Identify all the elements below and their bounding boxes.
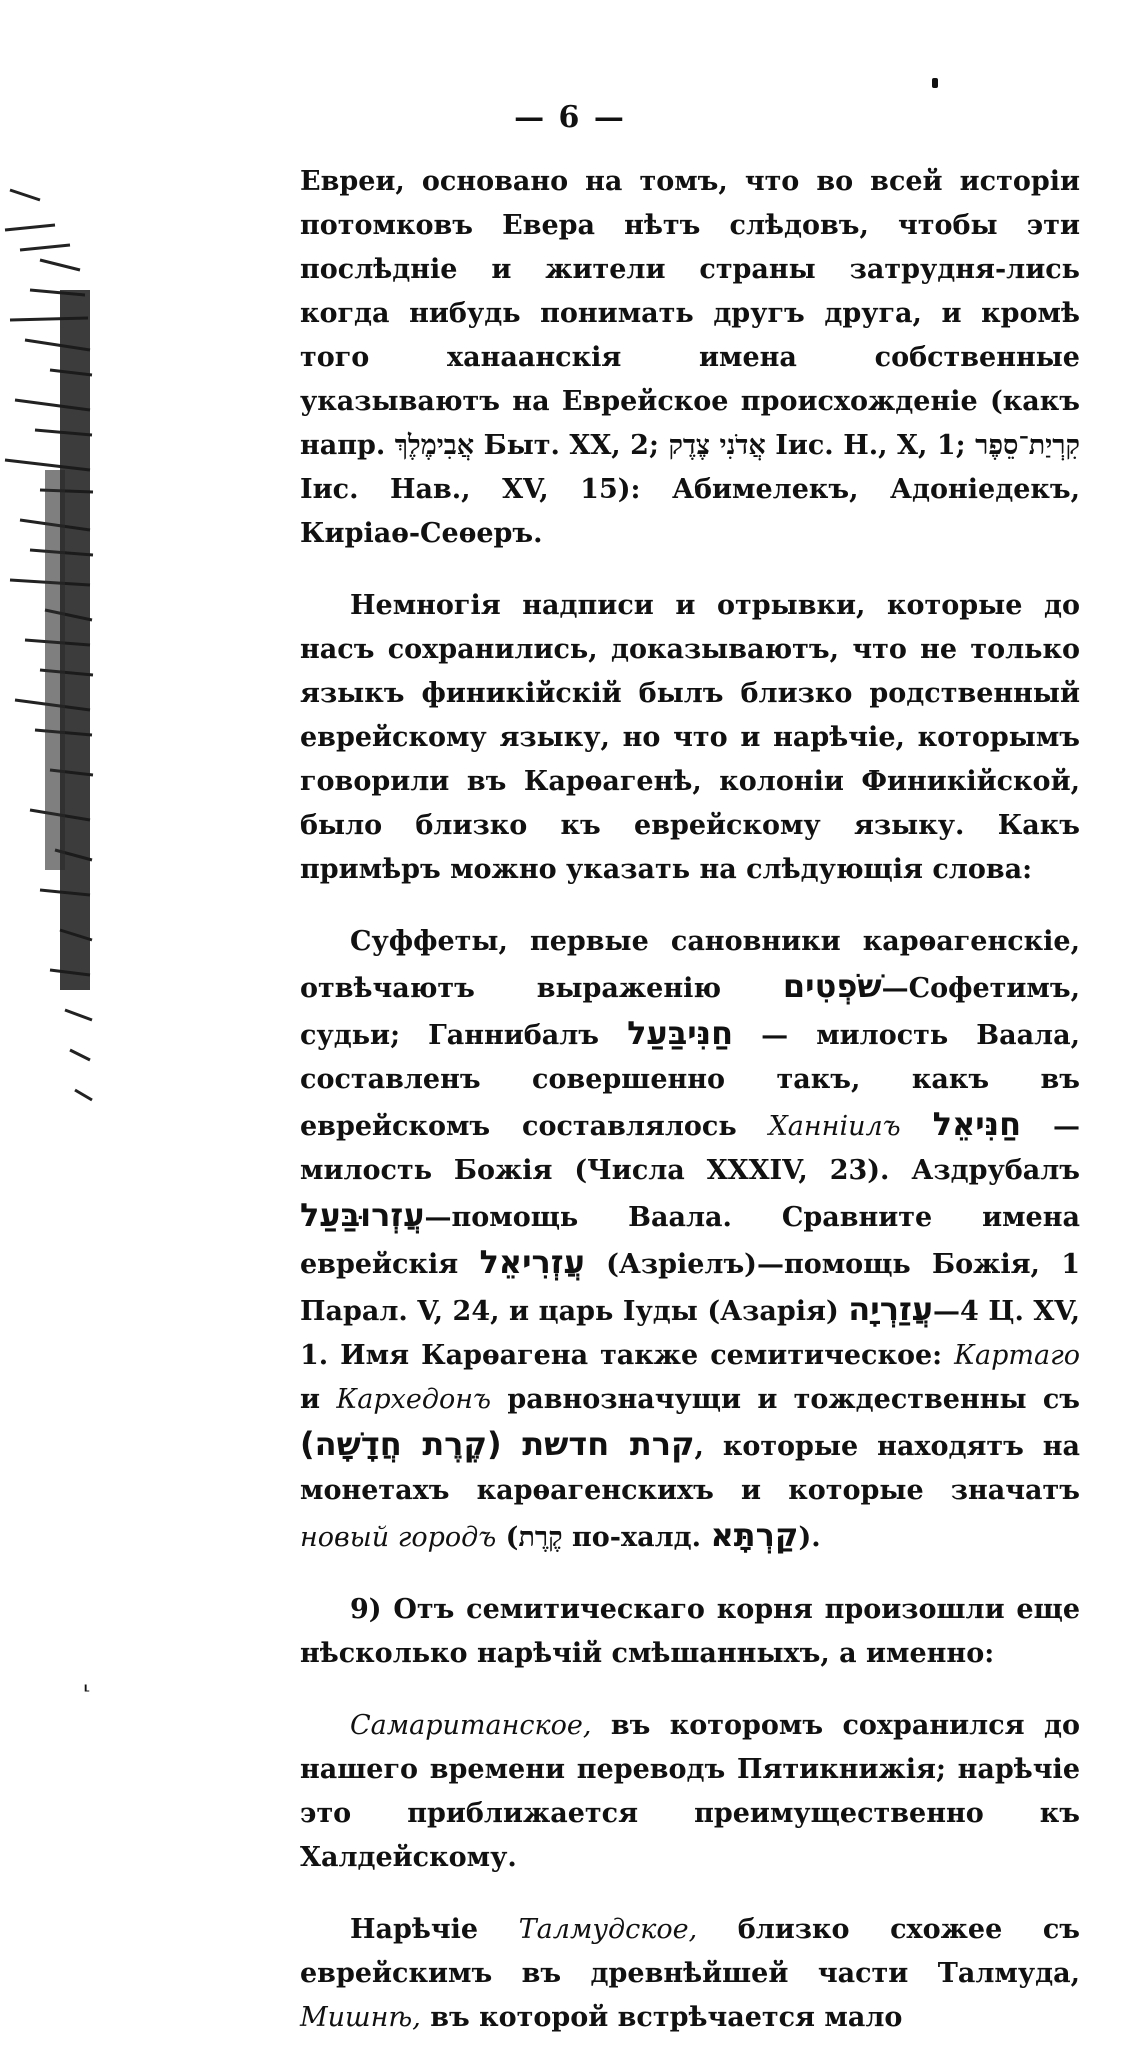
body-text: [300, 160, 1080, 2068]
italic-word: Мишнѣ,: [300, 2002, 421, 2033]
italic-word: Ханніилъ: [768, 1111, 901, 1142]
hebrew-word: חַנִּיבַּעַל: [627, 1014, 734, 1052]
italic-word: новый городъ: [300, 1522, 497, 1553]
paragraph-6: [300, 1908, 1080, 2040]
hebrew-word: עֲזְרוּבַּעַל: [300, 1196, 425, 1234]
hebrew-word: חַנִּיאֵל: [932, 1105, 1022, 1143]
italic-word: Самаританское,: [350, 1710, 592, 1741]
text-span: въ которой встрѣчается мало: [430, 2002, 903, 2033]
paragraph-3: [300, 920, 1080, 1560]
paragraph-2: Немногія надписи и отрывки, которые до насъ сохранились, доказываютъ, что не только языкъ финикійскій былъ близко родственный еврейскому языку, но что и нарѣчіе, которымъ говорили въ Карѳагенѣ, колоніи Финикійской, было близко къ еврейскому языку. Какъ примѣръ можно указать на слѣдующія слова:: [300, 590, 1080, 885]
italic-word: Кархедонъ: [336, 1384, 491, 1415]
paragraph-5: [300, 1704, 1080, 1880]
ink-mark: [932, 78, 938, 88]
footer-mark: ⸤: [83, 1670, 91, 1694]
paragraph-4: 9) Отъ семитическаго корня произошли еще нѣсколько нарѣчій смѣшанныхъ, а именно:: [300, 1594, 1080, 1669]
text-span: Нарѣчіе: [350, 1914, 479, 1945]
text-span: близко схожее съ еврейскимъ въ древнѣйшей части Талмуда,: [300, 1914, 1080, 1989]
text-span: и: [300, 1384, 321, 1415]
text-span: равнозначущи и тождественны съ: [507, 1384, 1081, 1415]
text-span: (קֶרֶת по-халд.: [505, 1522, 702, 1553]
text-span: — милость Ваала, составленъ совершенно такъ, какъ въ еврейскомъ составлялось: [300, 1020, 1080, 1142]
page-number: — 6 —: [514, 100, 626, 135]
italic-word: Талмудское,: [518, 1914, 698, 1945]
text-span: —Софетимъ, судьи; Ганнибалъ: [300, 973, 1080, 1051]
text-span: (Азріелъ)—помощь Божія, 1 Парал. V, 24, и царь Іуды (Азарія): [300, 1249, 1080, 1327]
hebrew-word: קַרְתָּא: [710, 1516, 799, 1554]
text-span: въ которомъ сохранился до нашего времени переводъ Пятикнижія; нарѣчіе это приближается преимущественно къ Халдейскому.: [300, 1710, 1080, 1873]
text-span: —помощь Ваала. Сравните имена еврейскія: [300, 1202, 1080, 1280]
text-span: —4 Ц. XV, 1. Имя Карѳагена также семитическое:: [300, 1296, 1080, 1371]
margin-scan-artifact: [0, 170, 95, 1170]
text-span: , которые находятъ на монетахъ карѳагенскихъ и которые значатъ: [300, 1431, 1080, 1506]
hebrew-word: עֲזַרְיָה: [848, 1290, 934, 1328]
text-span: Суффеты, первые сановники карѳагенскіе, отвѣчаютъ выраженію: [300, 926, 1080, 1004]
text-span: ).: [798, 1522, 821, 1553]
hebrew-word: עֲזְרִיאֵל: [479, 1243, 585, 1281]
hebrew-word: שֹׁפְטִים: [782, 967, 882, 1005]
paragraph-1: Евреи, основано на томъ, что во всей исторіи потомковъ Евера нѣтъ слѣдовъ, чтобы эти послѣдніе и жители страны затрудня-лись когда нибудь понимать другъ друга, и кромѣ того ханаанскія имена собственные указываютъ на Еврейское происхожденіе (какъ напр. אֲבִימֶלֶךְ Быт. XX, 2; אֲדֹנִי צֶדֶק Іис. Н., X, 1; קִרְיַת־סֵפֶר Іис. Нав., XV, 15): Абимелекъ, Адонiедекъ, Киріаѳ-Сеѳеръ.: [300, 166, 1080, 549]
italic-word: Картаго: [954, 1340, 1080, 1371]
hebrew-word: קרת חדשת (קֶרֶת חֲדָשָׁה): [300, 1425, 695, 1463]
text-span: — милость Божія (Числа XXXIV, 23). Аздрубалъ: [300, 1111, 1081, 1186]
